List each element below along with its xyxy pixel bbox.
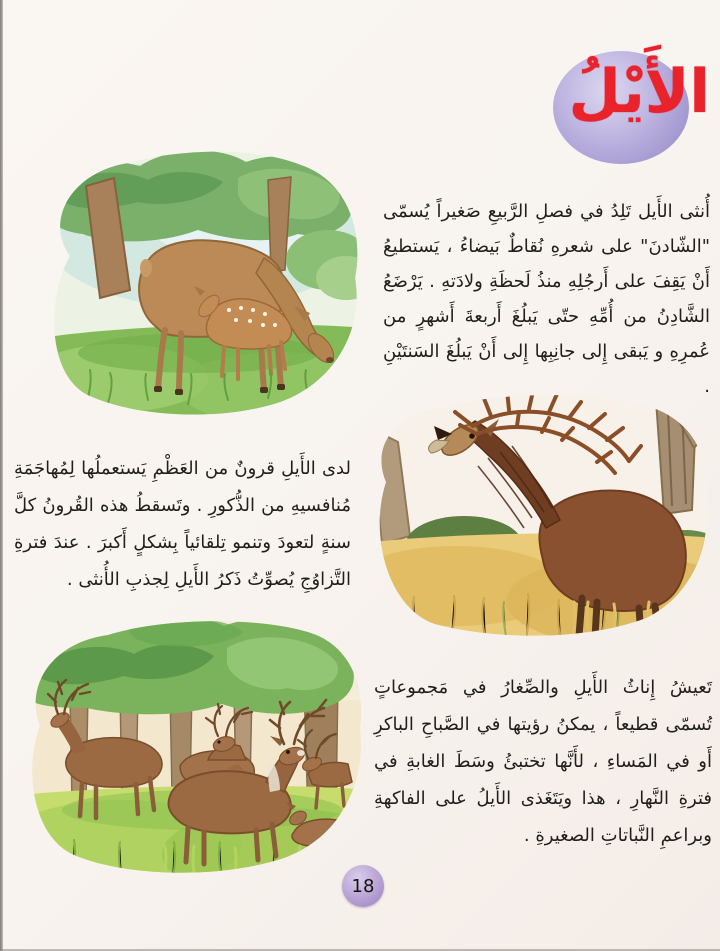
paragraph-birth: أُنثى الأَيل تَلِدُ في فصلِ الرَّبيعِ صَغيراً يُسمّى "الشّادنَ" على شعرهِ نُقاطٌ بَيضاءُ ، يَستطيعُ أَنْ يَقِفَ على أَرجُلِهِ منذُ لَحظَةِ ولادَتهِ . يَرْضَعُ الشَّادِنُ من أُمِّهِ حتّى يَبلُغَ أَربعةَ أَشهرٍ من عُمرِهِ و يَبقى إِلى جانِبِها إِلى أَنْ يَبلُغَ السَنتَيْنِ . xyxy=(383,201,710,397)
illustration-doe-nursing-fawn xyxy=(28,148,366,422)
page-number-badge xyxy=(342,865,384,907)
page-title: الأَيْلُ xyxy=(568,57,710,127)
scan-edge-left xyxy=(0,0,3,951)
illustration-deer-herd xyxy=(12,614,372,892)
paragraph-antlers: لدى الأَيلِ قرونٌ من العَظْمِ يَستعملُها لِمُهاجَمَةِ مُنافسيهِ من الذُّكورِ . وتَسقطُ هذه القُرونُ كلَّ سنةٍ لتعودَ وتنمو تِلقائياً بِشكلٍ أَكبرَ . عندَ فترةِ التَّزاوُجِ يُصوِّتُ ذَكرُ الأَيلِ لِجذبِ الأُنثى . xyxy=(14,458,351,590)
page-number: 18 xyxy=(351,875,375,897)
illustration-bellowing-stag xyxy=(356,386,716,648)
paragraph-herd: تَعيشُ إِناثُ الأَيلِ والصِّغارُ في مَجموعاتٍ تُسمّى قطيعاً ، يمكنُ رؤيتها في الصَّباحِ الباكرِ أَو في المَساءِ ، لأَنَّها تختبئُ وسَطَ الغابةِ في فترةِ النَّهارِ ، هذا ويَتَغَذى الأَيلُ على الفاكهةِ وبراعمِ النَّباتاتِ الصغيرةِ . xyxy=(374,677,712,846)
